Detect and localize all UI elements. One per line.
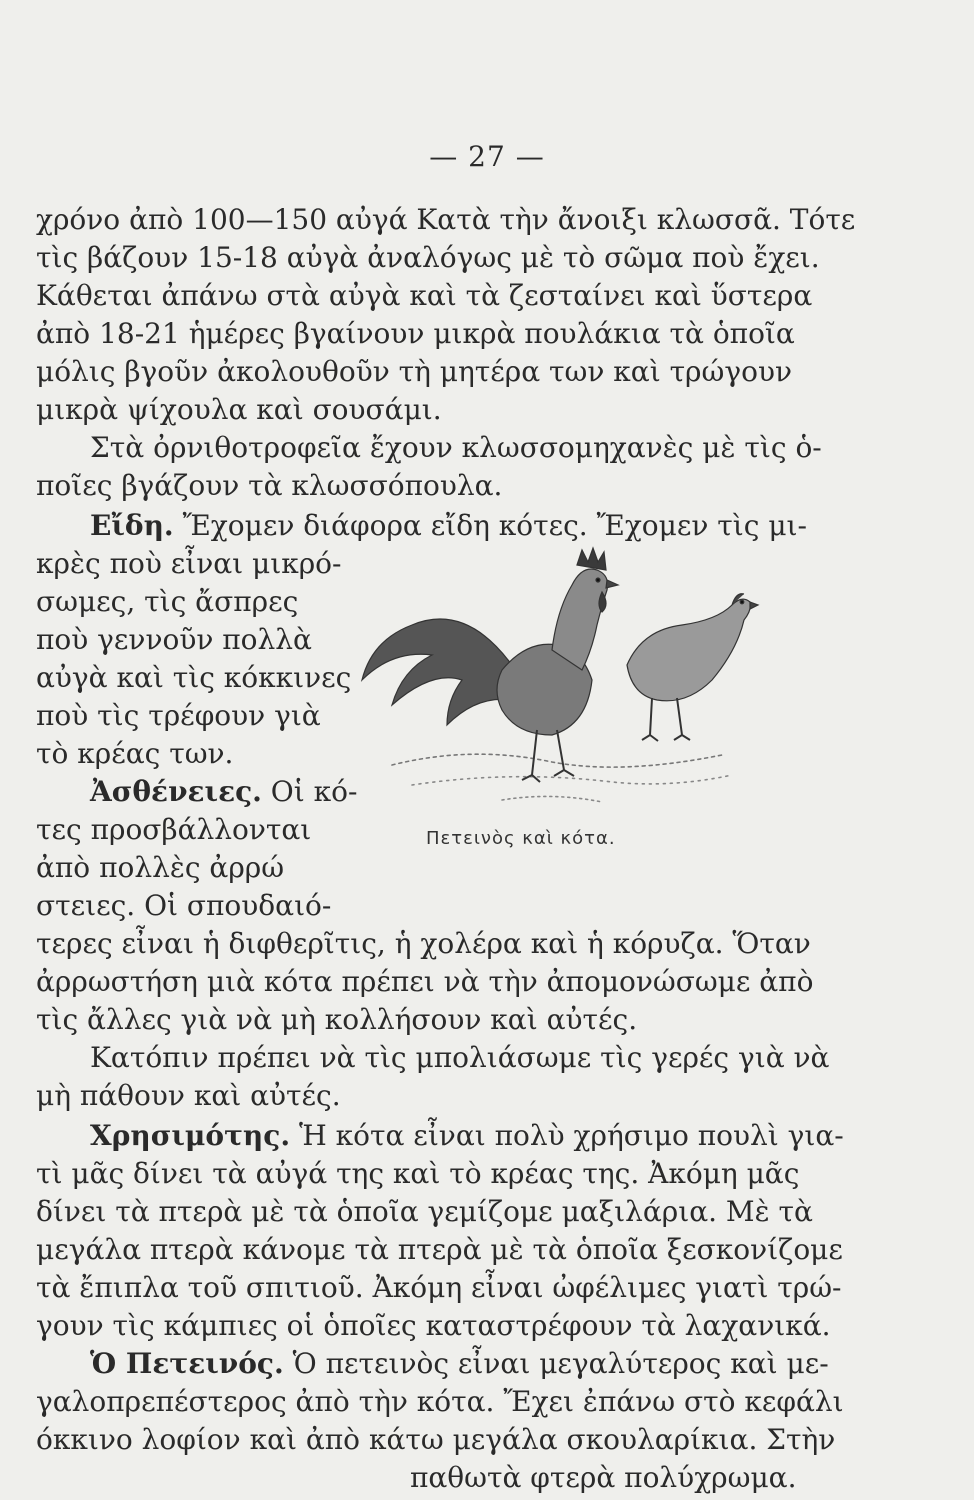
text-line: μεγάλα πτερὰ κάνομε τὰ πτερὰ μὲ τὰ ὁποῖα ξεσκονίζομε (36, 1233, 843, 1266)
text-line: μὴ πάθουν καὶ αὐτές. (36, 1079, 341, 1112)
text-line: γαλοπρεπέστερος ἀπὸ τὴν κότα. Ἔχει ἐπάνω στὸ κεφάλι (36, 1385, 844, 1418)
text-line: Κατόπιν πρέπει νὰ τὶς μπολιάσωμε τὶς γερές γιὰ νὰ (90, 1041, 830, 1074)
text-line: γουν τὶς κάμπιες οἱ ὁποῖες καταστρέφουν τὰ λαχανικά. (36, 1309, 831, 1342)
text-line: τὰ ἔπιπλα τοῦ σπιτιοῦ. Ἀκόμη εἶναι ὠφέλιμες γιατὶ τρώ- (36, 1271, 842, 1304)
text-line: ἀπὸ πολλὲς ἀρρώ (36, 851, 285, 884)
text-line: ποὺ τὶς τρέφουν γιὰ (36, 699, 321, 732)
text-line: σωμες, τὶς ἄσπρες (36, 585, 299, 618)
text-span: Ὁ πετεινὸς εἶναι μεγαλύτερος καὶ με- (292, 1347, 829, 1380)
section-heading-astheneies: Ἀσθένειες. (90, 775, 262, 808)
text-line: μικρὰ ψίχουλα καὶ σουσάμι. (36, 393, 442, 426)
text-line: ποὺ γεννοῦν πολλὰ (36, 623, 312, 656)
text-line: τερες εἶναι ἡ διφθερῖτις, ἡ χολέρα καὶ ἡ κόρυζα. Ὅταν (36, 927, 811, 960)
text-line: ἀπὸ 18-21 ἡμέρες βγαίνουν μικρὰ πουλάκια τὰ ὁποῖα (36, 317, 795, 350)
text-line: Κάθεται ἀπάνω στὰ αὐγὰ καὶ τὰ ζεσταίνει καὶ ὕστερα (36, 279, 813, 312)
text-span: Οἱ κό- (270, 775, 358, 808)
text-span: Ἡ κότα εἶναι πολὺ χρήσιμο πουλὶ για- (298, 1119, 844, 1152)
text-line: στειες. Οἱ σπουδαιό- (36, 889, 332, 922)
text-line: μόλις βγοῦν ἀκολουθοῦν τὴ μητέρα των καὶ τρώγουν (36, 355, 792, 388)
text-line: τὸ κρέας των. (36, 737, 234, 770)
text-line: κρὲς ποὺ εἶναι μικρό- (36, 547, 342, 580)
page-number: — 27 — (429, 140, 545, 173)
text-line: τὶς ἄλλες γιὰ νὰ μὴ κολλήσουν καὶ αὐτές. (36, 1003, 638, 1036)
section-heading-chrisimotis: Χρησιμότης. (90, 1119, 291, 1152)
text-line: αὐγὰ καὶ τὶς κόκκινες (36, 661, 352, 694)
section-heading-eidi: Εἴδη. (90, 509, 174, 542)
text-line: παθωτὰ φτερὰ πολύχρωμα. (410, 1461, 797, 1494)
rooster-and-hen-illustration (352, 530, 760, 820)
text-span: Ἔχομεν διάφορα εἴδη κότες. Ἔχομεν τὶς μι- (182, 509, 807, 542)
text-line: όκκινο λοφίον καὶ ἀπὸ κάτω μεγάλα σκουλαρίκια. Στὴν (36, 1423, 836, 1456)
text-line: Στὰ ὀρνιθοτροφεῖα ἔχουν κλωσσομηχανὲς μὲ τὶς ὁ- (90, 431, 822, 464)
text-line: δίνει τὰ πτερὰ μὲ τὰ ὁποῖα γεμίζομε μαξιλάρια. Μὲ τὰ (36, 1195, 813, 1228)
text-line: ποῖες βγάζουν τὰ κλωσσόπουλα. (36, 469, 503, 502)
astheneies-first-line (90, 774, 357, 810)
text-line: τὶ μᾶς δίνει τὰ αὐγά της καὶ τὸ κρέας της. Ἀκόμη μᾶς (36, 1157, 800, 1190)
peteinos-first-line (90, 1346, 829, 1382)
figure-caption: Πετεινὸς καὶ κότα. (426, 828, 616, 849)
text-line: τὶς βάζουν 15-18 αὐγὰ ἀναλόγως μὲ τὸ σῶμα ποὺ ἔχει. (36, 241, 820, 274)
rooster (362, 548, 618, 782)
hen (627, 594, 758, 741)
text-line: χρόνο ἀπὸ 100—150 αὐγά Κατὰ τὴν ἄνοιξι κλωσσᾶ. Τότε (36, 203, 856, 236)
section-heading-peteinos: Ὁ Πετεινός. (90, 1347, 284, 1380)
text-line: τες προσβάλλονται (36, 813, 312, 846)
text-line: ἀρρωστήση μιὰ κότα πρέπει νὰ τὴν ἀπομονώσωμε ἀπὸ (36, 965, 814, 998)
chrisimotis-first-line (90, 1118, 844, 1154)
